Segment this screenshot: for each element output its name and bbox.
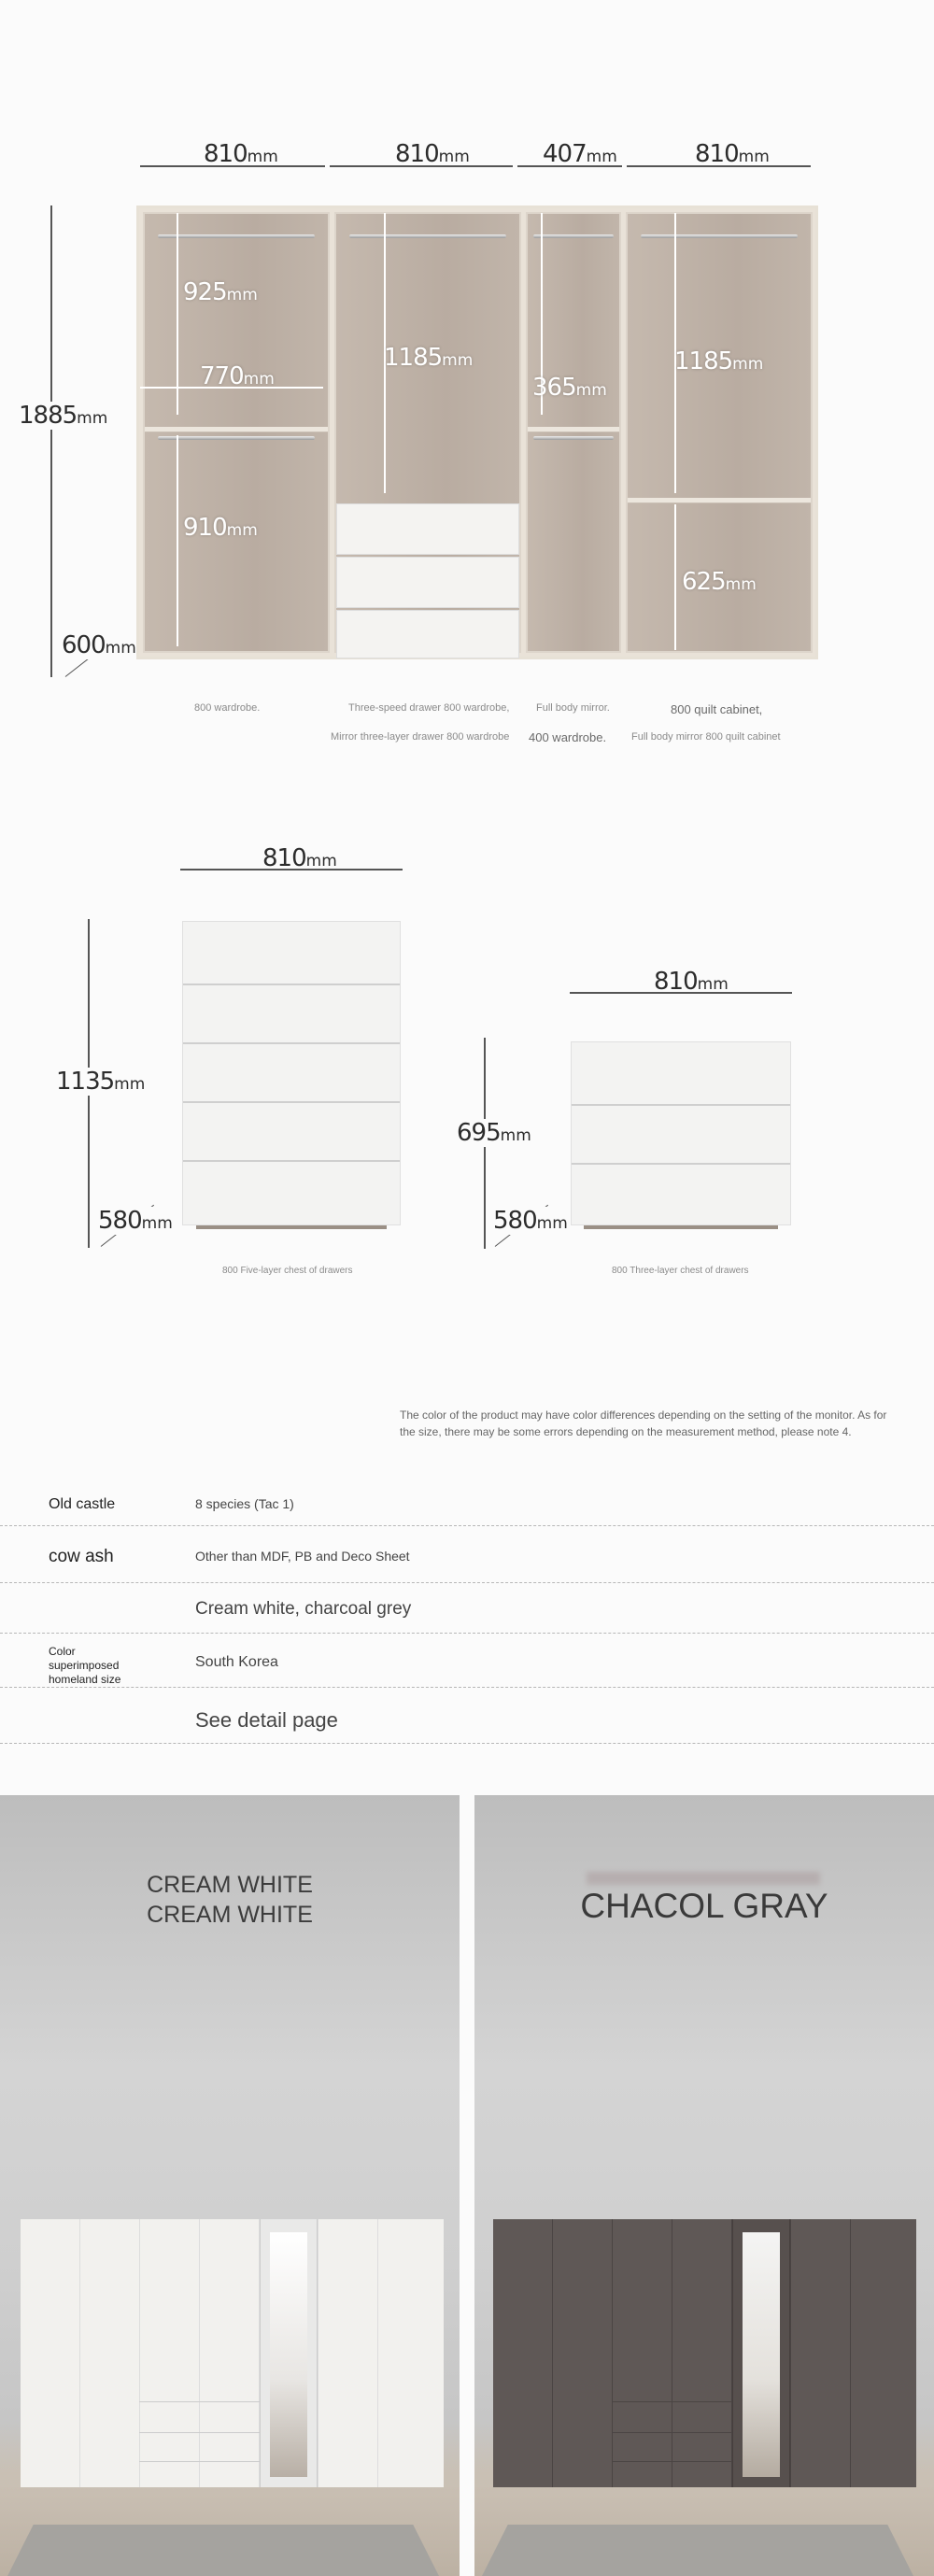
height-dim: 1885mm [19,402,108,430]
drawer [336,610,519,658]
door-seam [850,2219,851,2490]
three-layer-chest [571,1041,791,1225]
width-line-1 [140,165,325,167]
hanging-rod [158,436,315,440]
width-line-2 [330,165,513,167]
chest-drawer [183,1044,400,1103]
drawer-seam [612,2432,732,2433]
width-dim-4: 810mm [695,140,770,168]
cream-white-photo [0,1795,460,2576]
inner-dim-lower-4: 625mm [682,568,757,596]
caption-mirror-quilt-cabinet: Full body mirror 800 quilt cabinet [631,731,781,743]
width-dim-3: 407mm [543,140,617,168]
inner-dim-upper-left: 925mm [183,278,258,306]
drawer [336,557,519,608]
spec-label: Old castle [49,1496,116,1512]
door-seam [377,2219,378,2490]
cream-white-label [0,1870,460,1930]
drawer-block [139,2401,260,2490]
rug [482,2525,913,2576]
mirror-door [732,2219,790,2490]
mirror [270,2232,307,2477]
spec-row [0,1634,934,1688]
chest-drawer [183,1103,400,1162]
hanging-rod [349,234,506,238]
chest-drawer [183,985,400,1044]
spec-value: See detail page [195,1708,338,1732]
five-height-dim: 1135mm [56,1068,146,1096]
mirror [743,2232,780,2477]
shelf [145,427,328,432]
five-layer-chest [182,921,401,1225]
bay-2 [334,212,521,653]
caption-mirror-three-layer: Mirror three-layer drawer 800 wardrobe [331,731,510,743]
spec-label [49,1645,120,1687]
chest-drawer [183,922,400,985]
drawer-seam [139,2432,260,2433]
caption-quilt-cabinet: 800 quilt cabinet, [671,702,763,716]
hanging-rod [158,234,315,238]
caption-three-speed: Three-speed drawer 800 wardrobe, [348,702,510,714]
three-width-line [570,992,792,994]
inner-dim-upper-4: 1185mm [674,347,764,375]
caption-800-wardrobe: 800 wardrobe. [194,702,261,714]
depth-dim: 600mm [62,631,136,659]
inner-dim-upper-3: 365mm [532,374,607,402]
inner-line [674,504,676,650]
caption-400-wardrobe: 400 wardrobe. [529,730,607,744]
inner-dim-width: 770mm [200,362,275,390]
drawer [336,503,519,555]
caption-full-body-mirror: Full body mirror. [536,702,610,714]
spec-row [0,1583,934,1634]
five-depth-dim: 580mm [98,1207,173,1235]
swatch-title-line: CREAM WHITE [147,1872,313,1898]
width-line-3 [517,165,622,167]
five-width-dim: 810mm [262,844,337,872]
chest-drawer [572,1042,790,1106]
spec-value: Cream white, charcoal grey [195,1599,412,1619]
blurred-text [587,1872,820,1885]
five-width-line [180,869,403,870]
spec-row [0,1688,934,1744]
drawer-seam [612,2461,732,2462]
hanging-rod [641,234,798,238]
width-line-4 [627,165,811,167]
chacol-gray-photo [474,1795,934,2576]
spec-label-line: homeland size [49,1673,121,1686]
inner-dim-lower-left: 910mm [183,514,258,542]
height-line [50,205,52,677]
three-caption: 800 Three-layer chest of drawers [612,1266,749,1276]
door-seam [552,2219,553,2490]
spec-row [0,1478,934,1526]
gray-wardrobe [493,2219,916,2490]
shelf [628,498,811,503]
drawer-seam [139,2461,260,2462]
rug [7,2525,439,2576]
spec-label-line: superimposed [49,1659,120,1672]
mirror-door [260,2219,318,2490]
note-line: the size, there may be some errors depending on the measurement method, please note 4. [400,1425,852,1438]
chest-base [196,1225,387,1229]
three-height-dim: 695mm [457,1119,531,1147]
chacol-gray-label: CHACOL GRAY [580,1887,828,1925]
color-note [400,1407,886,1440]
hanging-rod [533,234,614,238]
three-depth-dim: 580mm [493,1207,568,1235]
drawer-block [612,2401,732,2490]
width-dim-2: 810mm [395,140,470,168]
spec-value: Other than MDF, PB and Deco Sheet [195,1549,410,1564]
spec-label-line: Color [49,1645,76,1658]
inner-line [177,213,178,415]
door-seam [79,2219,80,2490]
chest-base [584,1225,778,1229]
spec-value: 8 species (Tac 1) [195,1496,294,1511]
shelf [528,427,619,432]
cream-wardrobe [21,2219,444,2490]
chest-drawer [572,1106,790,1165]
spec-row [0,1526,934,1583]
three-width-dim: 810mm [654,968,729,996]
hanging-rod [533,436,614,440]
door-seam [790,2219,791,2490]
swatch-title-line: CREAM WHITE [147,1902,313,1928]
spec-value: South Korea [195,1654,278,1670]
five-caption: 800 Five-layer chest of drawers [222,1266,353,1276]
inner-dim-upper-2: 1185mm [384,344,474,372]
note-line: The color of the product may have color differences depending on the setting of the monitor. As for [400,1408,887,1422]
inner-line [177,435,178,646]
spec-label: cow ash [49,1547,114,1566]
width-dim-1: 810mm [204,140,278,168]
